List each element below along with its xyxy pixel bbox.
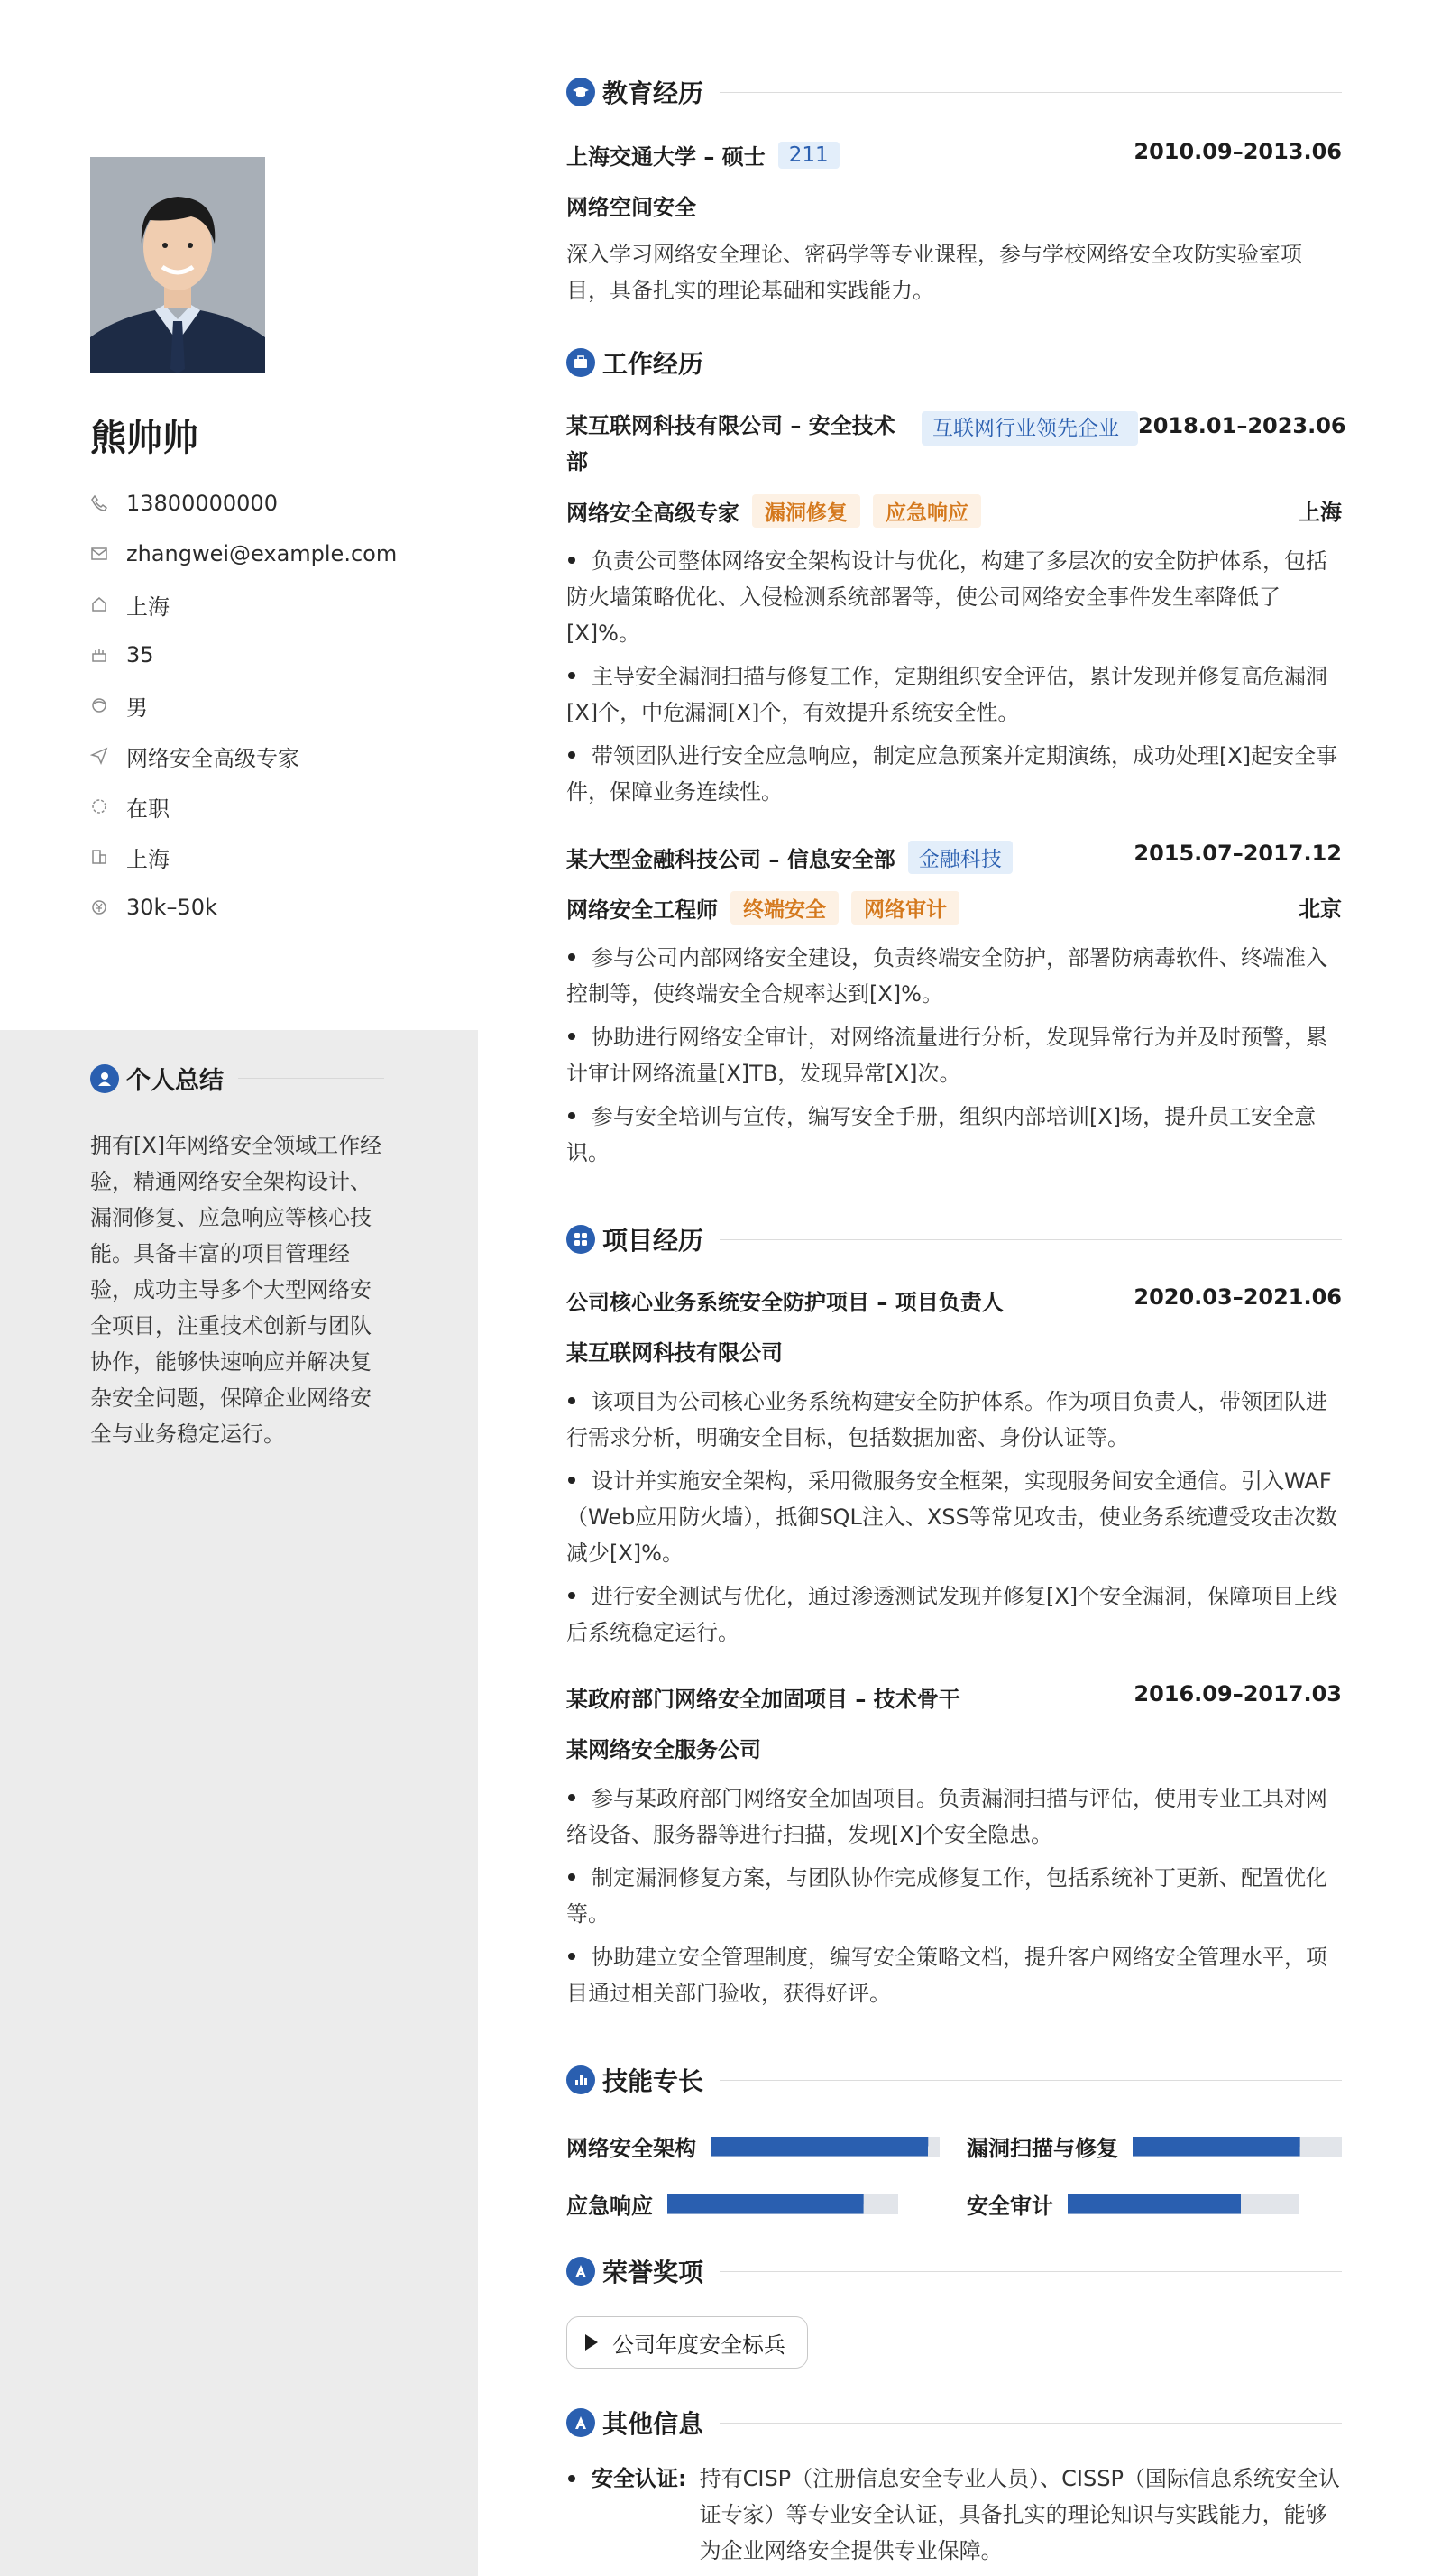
section-title: 项目经历 — [602, 1226, 704, 1256]
cake-icon — [90, 646, 108, 664]
info-text: zhangwei@example.com — [126, 541, 398, 566]
education-desc: 深入学习网络安全理论、密码学等专业课程，参与学校网络安全攻防实验室项目，具备扎实的理论基础和实践能力。 — [566, 242, 1302, 303]
education-row — [566, 139, 1342, 170]
list-item: 参与某政府部门网络安全加固项目。负责漏洞扫描与评估，使用专业工具对网络设备、服务器等进行扫描，发现[X]个安全隐患。 — [566, 1786, 1327, 1847]
graduation-cap-icon — [566, 78, 595, 106]
info-status — [90, 781, 469, 832]
section-title: 教育经历 — [602, 78, 704, 108]
other-heading — [566, 2405, 1342, 2441]
divider — [720, 2080, 1342, 2081]
divider — [720, 2423, 1342, 2424]
info-gender — [90, 680, 469, 731]
skill-bar — [667, 2194, 898, 2214]
school-tag: 211 — [778, 142, 840, 169]
section-title: 技能专长 — [602, 2066, 704, 2096]
project-date: 2016.09–2017.03 — [1134, 1681, 1342, 1707]
info-text: 上海 — [126, 846, 170, 872]
list-item: 进行安全测试与优化，通过渗透测试发现并修复[X]个安全漏洞，保障项目上线后系统稳定运行。 — [566, 1584, 1338, 1645]
list-item: 协助进行网络安全审计，对网络流量进行分析，发现异常行为并及时预警，累计审计网络流量[X]TB，发现异常[X]次。 — [566, 1025, 1327, 1086]
bar-chart-icon — [566, 2065, 595, 2094]
skill-item — [566, 2188, 898, 2220]
info-email — [90, 529, 469, 579]
list-item: 制定漏洞修复方案，与团队协作完成修复工作，包括系统补丁更新、配置优化等。 — [566, 1865, 1327, 1927]
job-company: 某互联网科技有限公司 – 安全技术部 — [566, 413, 895, 474]
award-label: 公司年度安全标兵 — [612, 2332, 785, 2358]
skill-name: 安全审计 — [967, 2194, 1053, 2219]
skill-bar — [711, 2137, 940, 2157]
projects-heading — [566, 1221, 1342, 1257]
info-text: 30k–50k — [126, 895, 217, 920]
info-text: 35 — [126, 642, 154, 667]
job-role-row — [566, 891, 1342, 925]
play-triangle-icon — [585, 2334, 598, 2351]
info-text: 男 — [126, 695, 148, 721]
building-icon — [90, 848, 108, 866]
other-info-item — [566, 2461, 1342, 2569]
skill-tag: 应急响应 — [873, 494, 981, 528]
job-role-row — [566, 494, 1342, 528]
summary-heading — [90, 1061, 384, 1096]
project-bullets — [566, 1780, 1342, 2019]
info-text: 上海 — [126, 593, 170, 620]
project-bullets — [566, 1384, 1342, 1658]
section-title: 工作经历 — [602, 349, 704, 379]
skills-heading — [566, 2062, 1342, 2098]
list-item: 参与公司内部网络安全建设，负责终端安全防护，部署防病毒软件、终端准入控制等，使终端安全合规率达到[X]%。 — [566, 945, 1327, 1007]
phone-icon — [90, 494, 108, 512]
info-salary — [90, 882, 469, 933]
bullet-dot — [568, 2475, 575, 2482]
company-tag: 金融科技 — [908, 841, 1013, 874]
skill-tag: 终端安全 — [730, 891, 839, 925]
contact-info-list — [90, 478, 469, 933]
award-toggle-button[interactable] — [566, 2316, 808, 2369]
avatar — [90, 157, 265, 373]
info-residence — [90, 579, 469, 630]
job-row — [566, 841, 1342, 874]
skill-item — [967, 2188, 1299, 2220]
info-text: 13800000000 — [126, 491, 278, 516]
skill-bar — [1068, 2194, 1299, 2214]
user-icon — [90, 1064, 119, 1093]
project-name: 某政府部门网络安全加固项目 – 技术骨干 — [566, 1687, 960, 1712]
briefcase-icon — [566, 348, 595, 377]
skill-item — [967, 2130, 1342, 2162]
divider — [720, 2271, 1342, 2272]
project-org: 某互联网科技有限公司 — [566, 1340, 783, 1366]
section-title: 荣誉奖项 — [602, 2258, 704, 2287]
summary-title: 个人总结 — [126, 1067, 224, 1095]
salary-icon — [90, 898, 108, 916]
work-heading — [566, 345, 1342, 381]
project-date: 2020.03–2021.06 — [1134, 1284, 1342, 1310]
job-city: 北京 — [1299, 897, 1342, 922]
list-item: 参与安全培训与宣传，编写安全手册，组织内部培训[X]场，提升员工安全意识。 — [566, 1104, 1317, 1165]
info-age — [90, 630, 469, 680]
skill-item — [566, 2130, 940, 2162]
send-icon — [90, 747, 108, 765]
awards-heading — [566, 2253, 1342, 2289]
skill-name: 网络安全架构 — [566, 2136, 696, 2161]
grid-icon — [566, 1225, 595, 1254]
divider — [720, 92, 1342, 93]
project-name: 公司核心业务系统安全防护项目 – 项目负责人 — [566, 1290, 1004, 1315]
award-icon — [566, 2257, 595, 2286]
info-position — [90, 731, 469, 781]
skill-name: 漏洞扫描与修复 — [967, 2136, 1118, 2161]
education-date: 2010.09–2013.06 — [1134, 139, 1342, 164]
skill-fill — [711, 2137, 928, 2157]
school-name: 上海交通大学 – 硕士 — [566, 144, 766, 170]
info-text: 在职 — [126, 796, 170, 822]
skill-bar — [1133, 2137, 1342, 2157]
job-role: 网络安全高级专家 — [566, 501, 739, 526]
other-label: 安全认证: — [592, 2466, 687, 2491]
job-bullets — [566, 543, 1342, 817]
info-work-city — [90, 832, 469, 882]
skill-name: 应急响应 — [566, 2194, 653, 2219]
job-row — [566, 408, 1346, 480]
list-item: 协助建立安全管理制度，编写安全策略文档，提升客户网络安全管理水平，项目通过相关部门验收，获得好评。 — [566, 1945, 1327, 2006]
home-icon — [90, 595, 108, 613]
section-title: 其他信息 — [602, 2409, 704, 2439]
job-date: 2018.01–2023.06 — [1138, 413, 1346, 438]
skill-fill — [667, 2194, 864, 2214]
list-item: 负责公司整体网络安全架构设计与优化，构建了多层次的安全防护体系，包括防火墙策略优化、入侵检测系统部署等，使公司网络安全事件发生率降低了[X]%。 — [566, 548, 1327, 646]
list-item: 该项目为公司核心业务系统构建安全防护体系。作为项目负责人，带领团队进行需求分析，明确安全目标，包括数据加密、身份认证等。 — [566, 1389, 1327, 1450]
mail-icon — [90, 545, 108, 563]
summary-text: 拥有[X]年网络安全领域工作经验，精通网络安全架构设计、漏洞修复、应急响应等核心技能。具备丰富的项目管理经验，成功主导多个大型网络安全项目，注重技术创新与团队协作，能够快速响应并解决复杂安全问题，保障企业网络安全与业务稳定运行。 — [90, 1133, 382, 1447]
skill-fill — [1133, 2137, 1300, 2157]
list-item: 带领团队进行安全应急响应，制定应急预案并定期演练，成功处理[X]起安全事件，保障业务连续性。 — [566, 743, 1338, 805]
project-row — [566, 1681, 1342, 1713]
skill-tag: 网络审计 — [851, 891, 959, 925]
divider — [720, 1239, 1342, 1240]
award-icon — [566, 2408, 595, 2437]
job-role: 网络安全工程师 — [566, 897, 718, 923]
skill-fill — [1068, 2194, 1241, 2214]
education-major: 网络空间安全 — [566, 195, 696, 220]
candidate-name: 熊帅帅 — [90, 418, 198, 459]
job-date: 2015.07–2017.12 — [1134, 841, 1342, 866]
info-phone — [90, 478, 469, 529]
skill-tag: 漏洞修复 — [752, 494, 860, 528]
job-city: 上海 — [1299, 500, 1342, 525]
status-icon — [90, 797, 108, 815]
project-row — [566, 1284, 1342, 1316]
job-bullets — [566, 940, 1342, 1178]
divider — [238, 1078, 384, 1079]
list-item: 主导安全漏洞扫描与修复工作，定期组织安全评估，累计发现并修复高危漏洞[X]个，中危漏洞[X]个，有效提升系统安全性。 — [566, 664, 1327, 725]
gender-icon — [90, 696, 108, 714]
project-org: 某网络安全服务公司 — [566, 1737, 761, 1762]
company-tag: 互联网行业领先企业 — [922, 411, 1138, 446]
other-text: 持有CISP（注册信息安全专业人员）、CISSP（国际信息系统安全认证专家）等专业安全认证，具备扎实的理论知识与实践能力，能够为企业网络安全提供专业保障。 — [699, 2466, 1340, 2563]
education-heading — [566, 74, 1342, 110]
list-item: 设计并实施安全架构，采用微服务安全框架，实现服务间安全通信。引入WAF（Web应用防火墙），抵御SQL注入、XSS等常见攻击，使业务系统遭受攻击次数减少[X]%。 — [566, 1468, 1337, 1566]
job-company: 某大型金融科技公司 – 信息安全部 — [566, 847, 895, 872]
info-text: 网络安全高级专家 — [126, 745, 299, 771]
